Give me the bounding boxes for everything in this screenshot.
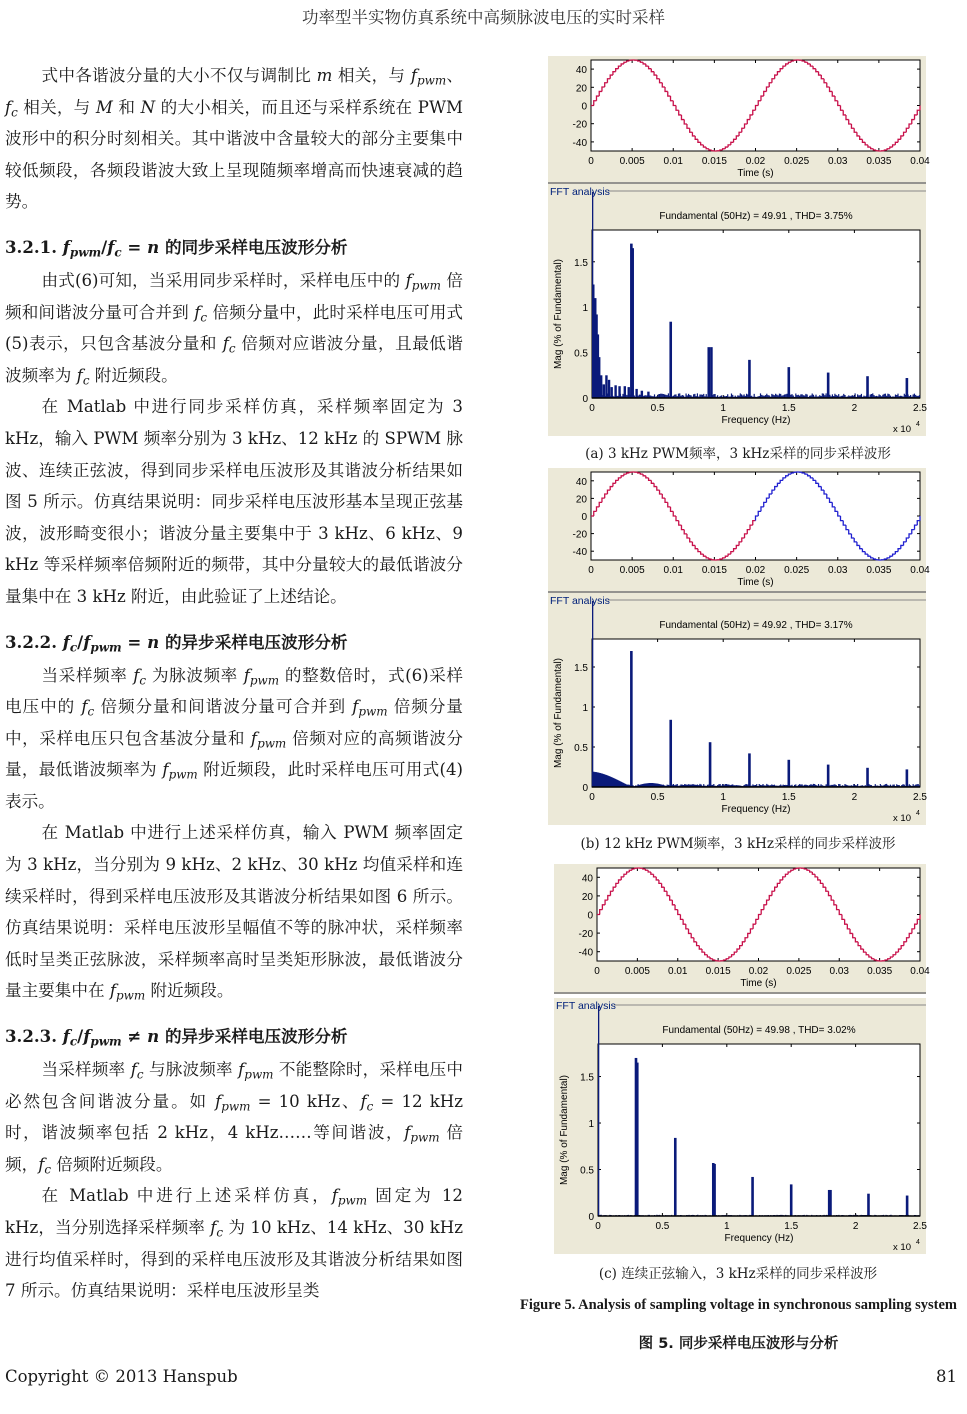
x-tick-label: 0.015 xyxy=(701,156,727,167)
harmonic-bar xyxy=(605,375,607,398)
y-tick-label: 0.5 xyxy=(574,743,588,754)
text-run: 在 Matlab 中进行上述采样仿真，输入 PWM 频率固定为 3 kHz，当分别为 9 kHz、2 kHz、30 kHz 均值采样和连续采样时，得到采样电压波形及其谐波分析结果如图 6 所示。仿真结果说明：采样电压波形呈幅值不等的脉冲状，采样频率低时呈类正弦脉波，采样频率高时呈类矩形脉波，最低谐波分量主要集中在 xyxy=(5,823,463,1001)
math-var: n xyxy=(147,1026,160,1047)
harmonic-peak-bar xyxy=(674,1138,677,1216)
math-var-f: f xyxy=(405,270,412,290)
page-number: 81 xyxy=(936,1367,957,1386)
plot-area xyxy=(592,230,920,398)
fft-legend-title: FFT analysis xyxy=(550,186,610,198)
math-subscript: pwm xyxy=(221,1098,251,1113)
math-var-f: f xyxy=(352,697,359,717)
x-tick-label: 0.005 xyxy=(619,565,645,576)
text-run: 的大小相关，而且还与采样系统在 PWM 波形中的积分时刻相关。其中谐波中含量较大的部分主要集中较低频段，各频段谐波大致上呈现随频率增高而快速衰减的趋势。 xyxy=(5,97,463,212)
x-tick-label: 0.015 xyxy=(701,565,727,576)
text-run: 为 10 kHz、14 kHz、30 kHz 进行均值采样时，得到的采样电压波形及其谐波分析结果如图 7 所示。仿真结果说明：采样电压波形呈类 xyxy=(5,1218,464,1301)
x-tick-label: 0.02 xyxy=(745,565,766,576)
y-tick-label: -20 xyxy=(578,929,593,941)
harmonic-bar xyxy=(624,386,626,398)
text-run: 倍频对应的高频谐波分量，最低谐波频率为 xyxy=(5,728,463,780)
harmonic-peak-bar xyxy=(866,768,869,787)
harmonic-peak-bar xyxy=(636,1063,639,1216)
y-tick-label: 0.5 xyxy=(574,348,588,360)
math-subscript: pwm xyxy=(244,1067,274,1082)
math-var-f: f xyxy=(194,302,201,322)
harmonic-bar xyxy=(635,389,637,398)
x-axis-multiplier: x 10 xyxy=(893,813,911,824)
x-axis-label: Time (s) xyxy=(737,168,774,179)
math-slash: / xyxy=(77,1026,84,1047)
x-tick-label: 0.5 xyxy=(650,792,665,803)
x-tick-label: 2 xyxy=(851,792,858,803)
math-var-f: f xyxy=(250,728,258,748)
y-tick-label: 0 xyxy=(588,1212,594,1223)
y-tick-label: -20 xyxy=(572,529,587,541)
harmonic-peak-bar xyxy=(827,765,830,787)
math-var-f: f xyxy=(107,236,115,257)
math-var-f: f xyxy=(210,1218,217,1237)
math-var-f: f xyxy=(76,365,83,385)
math-subscript: c xyxy=(44,1162,52,1177)
y-tick-label: 0.5 xyxy=(580,1165,594,1177)
y-axis-label: Mag (% of Fundamental) xyxy=(553,258,564,370)
math-var: m xyxy=(316,66,333,85)
text-run: 与脉波频率 xyxy=(143,1060,239,1080)
math-relation: ≠ xyxy=(121,1026,148,1047)
x-tick-label: 0.02 xyxy=(745,156,766,167)
x-tick-label: 0 xyxy=(588,156,594,167)
math-var-f: f xyxy=(62,1026,70,1047)
text-run: 当采样频率 xyxy=(41,665,134,685)
text-run: 倍频， xyxy=(5,1123,463,1174)
x-tick-label: 0.035 xyxy=(867,966,893,977)
paragraph-6 xyxy=(5,1054,463,1180)
harmonic-bar xyxy=(603,384,605,398)
math-subscript: c xyxy=(69,639,78,654)
text-column xyxy=(5,60,463,1307)
harmonic-peak-bar xyxy=(829,1190,832,1216)
harmonic-bar xyxy=(647,392,649,398)
heading-title: 的异步采样电压波形分析 xyxy=(159,632,348,652)
x-axis-multiplier-exponent: 4 xyxy=(916,810,920,817)
harmonic-bar xyxy=(614,385,616,398)
math-subscript: c xyxy=(114,245,122,260)
text-run: 当采样频率 xyxy=(41,1060,131,1080)
math-subscript: pwm xyxy=(410,1130,440,1145)
figure-caption-en: Figure 5. Analysis of sampling voltage in synchronous sampling system xyxy=(520,1297,957,1313)
x-tick-label: 1.5 xyxy=(781,792,796,803)
math-var-f: f xyxy=(410,66,417,85)
text-run: 附近频段，此时采样电压可用式(4)表示。 xyxy=(5,760,464,811)
math-var: n xyxy=(147,631,160,652)
math-var-f: f xyxy=(83,631,91,652)
math-subscript: pwm xyxy=(257,736,287,751)
math-var-f: f xyxy=(38,1154,45,1174)
text-run: 的整数倍时，式(6)采样电压中的 xyxy=(5,665,463,717)
running-head: 功率型半实物仿真系统中高频脉波电压的实时采样 xyxy=(302,8,665,27)
fft-legend-title: FFT analysis xyxy=(556,1000,616,1012)
harmonic-bar xyxy=(628,387,630,398)
math-subscript: c xyxy=(69,1034,78,1049)
text-run: 固定为 12 kHz，当分别选择采样频率 xyxy=(5,1186,463,1237)
math-var-f: f xyxy=(130,1060,137,1080)
text-run: = 12 kHz 时，谐波频率包括 2 kHz，4 kHz……等间谐波， xyxy=(5,1091,463,1143)
x-axis-label: Time (s) xyxy=(740,978,777,989)
math-subscript: c xyxy=(11,104,18,119)
x-tick-label: 2.5 xyxy=(913,792,927,803)
text-run: 倍频对应谐波分量，且最低谐波频率为 xyxy=(5,334,463,385)
x-axis-label: Frequency (Hz) xyxy=(721,804,791,815)
x-tick-label: 0.04 xyxy=(910,966,930,977)
y-tick-label: 40 xyxy=(575,65,587,77)
figure-b-fft-panel xyxy=(548,593,926,825)
y-axis-label: Mag (% of Fundamental) xyxy=(559,1074,570,1186)
x-tick-label: 2 xyxy=(851,403,858,414)
x-tick-label: 0 xyxy=(595,1221,601,1232)
math-subscript: pwm xyxy=(90,639,122,654)
math-var-f: f xyxy=(360,1091,367,1111)
harmonic-peak-bar xyxy=(748,753,751,787)
text-run: 由式(6)可知，当采用同步采样时，采样电压中的 xyxy=(41,270,406,290)
paragraph-3: 在 Matlab 中进行同步采样仿真，采样频率固定为 3 kHz，输入 PWM 频率分别为 3 kHz、12 kHz 的 SPWM 脉波、连续正弦波，得到同步采样电压波形及其谐波分析结果如图 5 所示。仿真结果说明：同步采样电压波形基本呈现正弦基波，波形畸变很小；谐波分量主要集中于 3 kHz、6 kHz、9 kHz 等采样频率倍频附近的频带，其中分量较大的最低谐波分量集中在 3 kHz 附近，由此验证了上述结论。 xyxy=(5,397,463,606)
text-run: 倍频和间谐波分量可合并到 xyxy=(5,270,463,322)
x-tick-label: 0.015 xyxy=(705,966,731,977)
math-subscript: pwm xyxy=(358,704,388,719)
text-run: = 10 kHz、 xyxy=(250,1091,361,1111)
x-tick-label: 2 xyxy=(852,1221,859,1232)
harmonic-bar xyxy=(608,380,610,398)
x-tick-label: 0 xyxy=(589,403,595,414)
x-tick-label: 0.03 xyxy=(829,966,849,977)
section-heading-3-2-1 xyxy=(5,232,463,263)
x-tick-label: 1 xyxy=(720,403,726,414)
math-subscript: pwm xyxy=(116,988,146,1003)
harmonic-peak-bar xyxy=(788,367,791,398)
harmonic-peak-bar xyxy=(827,373,830,398)
math-subscript: pwm xyxy=(411,278,441,293)
harmonic-peak-bar xyxy=(748,360,751,398)
math-var-f: f xyxy=(109,981,116,1001)
math-var-f: f xyxy=(404,1123,411,1143)
x-axis-multiplier: x 10 xyxy=(893,424,911,435)
x-tick-label: 1.5 xyxy=(781,403,796,414)
x-tick-label: 0.025 xyxy=(784,565,810,576)
x-tick-label: 0 xyxy=(588,565,594,576)
y-tick-label: 0 xyxy=(582,394,588,405)
x-tick-label: 0 xyxy=(589,792,595,803)
x-tick-label: 0.005 xyxy=(624,966,650,977)
text-run: 附近频段。 xyxy=(145,981,234,1001)
math-subscript: pwm xyxy=(168,767,198,782)
math-subscript: c xyxy=(366,1098,374,1113)
y-tick-label: 0 xyxy=(582,783,588,794)
math-subscript: c xyxy=(82,373,90,388)
math-var: N xyxy=(140,97,156,117)
x-tick-label: 0.005 xyxy=(619,156,645,167)
harmonic-peak-bar xyxy=(631,248,634,398)
paragraph-2 xyxy=(5,265,463,391)
paragraph-5 xyxy=(5,817,463,1007)
x-tick-label: 0.035 xyxy=(866,565,892,576)
x-tick-label: 0.01 xyxy=(663,156,683,167)
math-subscript: pwm xyxy=(90,1034,122,1049)
caption-c: (c) 连续正弦输入，3 kHz采样的同步采样波形 xyxy=(598,1266,878,1282)
x-tick-label: 0.025 xyxy=(786,966,812,977)
x-tick-label: 0.03 xyxy=(828,156,848,167)
figure-b-time-panel xyxy=(548,468,930,593)
harmonic-peak-bar xyxy=(867,1194,870,1216)
x-tick-label: 0.01 xyxy=(668,966,688,977)
math-var: n xyxy=(147,236,160,257)
math-var-f: f xyxy=(83,1026,91,1047)
x-tick-label: 0.5 xyxy=(655,1221,670,1232)
fft-title: Fundamental (50Hz) = 49.91 , THD= 3.75% xyxy=(659,211,853,222)
math-subscript: pwm xyxy=(337,1193,368,1208)
y-tick-label: 1 xyxy=(588,1119,594,1131)
plot-area xyxy=(592,639,920,787)
math-subscript: c xyxy=(228,341,236,356)
harmonic-peak-bar xyxy=(906,769,909,787)
text-run: 为脉波频率 xyxy=(146,665,244,685)
heading-title: 的同步采样电压波形分析 xyxy=(159,237,348,257)
caption-b: (b) 12 kHz PWM频率，3 kHz采样的同步采样波形 xyxy=(580,836,896,852)
x-axis-label: Frequency (Hz) xyxy=(724,1233,794,1244)
x-tick-label: 0.025 xyxy=(784,156,810,167)
harmonic-peak-bar xyxy=(713,1164,716,1216)
x-tick-label: 0.03 xyxy=(828,565,848,576)
fft-title: Fundamental (50Hz) = 49.92 , THD= 3.17% xyxy=(659,620,853,631)
text-run: 倍频附近频段。 xyxy=(51,1154,173,1174)
y-tick-label: 20 xyxy=(575,83,587,95)
y-tick-label: 1.5 xyxy=(574,257,588,269)
math-subscript: c xyxy=(136,1067,144,1082)
fft-legend-title: FFT analysis xyxy=(550,595,610,607)
x-tick-label: 0.04 xyxy=(910,156,930,167)
y-tick-label: 40 xyxy=(575,476,587,488)
math-var-f: f xyxy=(222,334,229,354)
figure-c-fft-panel xyxy=(554,998,926,1254)
text-run: 式中各谐波分量的大小不仅与调制比 xyxy=(41,66,317,85)
heading-number: 3.2.3. xyxy=(5,1026,63,1047)
x-axis-multiplier-exponent: 4 xyxy=(916,421,920,428)
y-tick-label: -40 xyxy=(572,137,587,149)
section-heading-3-2-2 xyxy=(5,627,463,658)
heading-number: 3.2.1. xyxy=(5,236,63,257)
harmonic-bar xyxy=(600,375,602,398)
text-run: 相关，与 xyxy=(332,66,411,85)
math-subscript: c xyxy=(87,704,95,719)
math-subscript: pwm xyxy=(249,672,280,687)
math-var-f: f xyxy=(215,1091,222,1111)
math-slash: / xyxy=(101,236,108,257)
harmonic-peak-bar xyxy=(751,1177,754,1216)
x-tick-label: 1 xyxy=(720,792,726,803)
harmonic-peak-bar xyxy=(669,322,672,398)
text-run: 倍频分量中，采样电压只包含基波分量和 xyxy=(5,697,463,748)
y-tick-label: 1.5 xyxy=(580,1072,594,1084)
harmonic-peak-bar xyxy=(788,760,791,787)
text-run: 、 xyxy=(446,66,464,85)
text-run: 在 Matlab 中进行上述采样仿真， xyxy=(41,1186,332,1206)
math-relation: = xyxy=(121,631,148,652)
caption-a: (a) 3 kHz PWM频率，3 kHz采样的同步采样波形 xyxy=(585,446,891,462)
math-var-f: f xyxy=(81,697,88,717)
harmonic-peak-bar xyxy=(630,651,633,787)
math-var-f: f xyxy=(243,665,250,685)
y-axis-label: Mag (% of Fundamental) xyxy=(553,657,564,769)
math-slash: / xyxy=(77,631,84,652)
harmonic-peak-bar xyxy=(790,1184,793,1216)
x-tick-label: 1.5 xyxy=(784,1221,799,1232)
y-tick-label: 0 xyxy=(581,512,587,523)
copyright: Copyright © 2013 Hanspub xyxy=(5,1367,238,1386)
text-run: 和 xyxy=(112,97,141,117)
plot-area xyxy=(598,1044,920,1216)
figure-caption-cn-text: 图 5. 同步采样电压波形与分析 xyxy=(638,1336,839,1352)
math-var-f: f xyxy=(5,97,12,117)
x-tick-label: 0.01 xyxy=(663,565,683,576)
y-tick-label: 0 xyxy=(587,910,593,922)
math-var-f: f xyxy=(238,1060,245,1080)
heading-number: 3.2.2. xyxy=(5,631,63,652)
x-tick-label: 2.5 xyxy=(913,1221,927,1232)
harmonic-peak-bar xyxy=(866,376,869,398)
x-tick-label: 0.04 xyxy=(910,565,930,576)
heading-title: 的异步采样电压波形分析 xyxy=(159,1027,348,1047)
x-axis-multiplier: x 10 xyxy=(893,1242,911,1253)
figure-c-time-panel xyxy=(554,864,930,994)
math-relation: = xyxy=(121,236,148,257)
y-tick-label: -20 xyxy=(572,119,587,131)
harmonic-peak-bar xyxy=(707,347,710,398)
y-tick-label: 20 xyxy=(575,494,587,506)
y-tick-label: 20 xyxy=(581,891,593,903)
y-tick-label: 0 xyxy=(581,101,587,113)
math-var: M xyxy=(95,97,113,117)
figure-a-time-panel xyxy=(548,56,930,184)
paragraph-4 xyxy=(5,660,463,818)
y-tick-label: 1 xyxy=(582,703,588,714)
math-subscript: pwm xyxy=(416,73,447,88)
x-tick-label: 0 xyxy=(594,966,600,977)
harmonic-peak-bar xyxy=(669,720,672,787)
math-subscript: c xyxy=(139,672,147,687)
text-run: 倍频分量和间谐波分量可合并到 xyxy=(94,697,353,717)
text-run: 附近频段。 xyxy=(89,365,178,385)
paragraph-7 xyxy=(5,1180,463,1306)
x-tick-label: 0.035 xyxy=(866,156,892,167)
harmonic-peak-bar xyxy=(709,742,712,787)
section-heading-3-2-3 xyxy=(5,1021,463,1052)
x-axis-label: Frequency (Hz) xyxy=(721,415,791,426)
figure-caption-cn xyxy=(510,1336,967,1353)
x-tick-label: 1 xyxy=(724,1221,730,1232)
harmonic-peak-bar xyxy=(906,378,909,398)
math-var-f: f xyxy=(162,760,169,780)
x-tick-label: 0.5 xyxy=(650,403,665,414)
x-axis-multiplier-exponent: 4 xyxy=(916,1239,920,1246)
math-var-f: f xyxy=(331,1186,338,1206)
harmonic-peak-bar xyxy=(710,347,713,398)
figure-a-fft-panel xyxy=(548,184,926,436)
y-tick-label: -40 xyxy=(578,947,593,959)
paragraph-1 xyxy=(5,60,463,218)
math-var-f: f xyxy=(62,236,70,257)
harmonic-peak-bar xyxy=(906,1196,909,1216)
text-run: 倍频分量中，此时采样电压可用式(5)表示，只包含基波分量和 xyxy=(5,302,463,354)
y-tick-label: 40 xyxy=(581,873,593,885)
x-axis-label: Time (s) xyxy=(737,577,774,588)
harmonic-bar xyxy=(641,391,643,398)
math-var-f: f xyxy=(133,665,140,685)
text-run: 不能整除时，采样电压中必然包含间谐波分量。如 xyxy=(5,1060,463,1111)
y-tick-label: 1 xyxy=(582,303,588,315)
text-run: 相关，与 xyxy=(17,97,96,117)
x-tick-label: 0.02 xyxy=(748,966,769,977)
harmonic-bar xyxy=(618,386,620,398)
math-var-f: f xyxy=(62,631,70,652)
y-tick-label: -40 xyxy=(572,547,587,559)
math-subscript: c xyxy=(216,1225,224,1240)
x-tick-label: 2.5 xyxy=(913,403,927,414)
y-tick-label: 1.5 xyxy=(574,663,588,674)
math-subscript: pwm xyxy=(69,245,102,260)
harmonic-bar xyxy=(610,387,612,398)
fft-title: Fundamental (50Hz) = 49.98 , THD= 3.02% xyxy=(662,1025,856,1036)
math-subscript: c xyxy=(200,309,208,324)
